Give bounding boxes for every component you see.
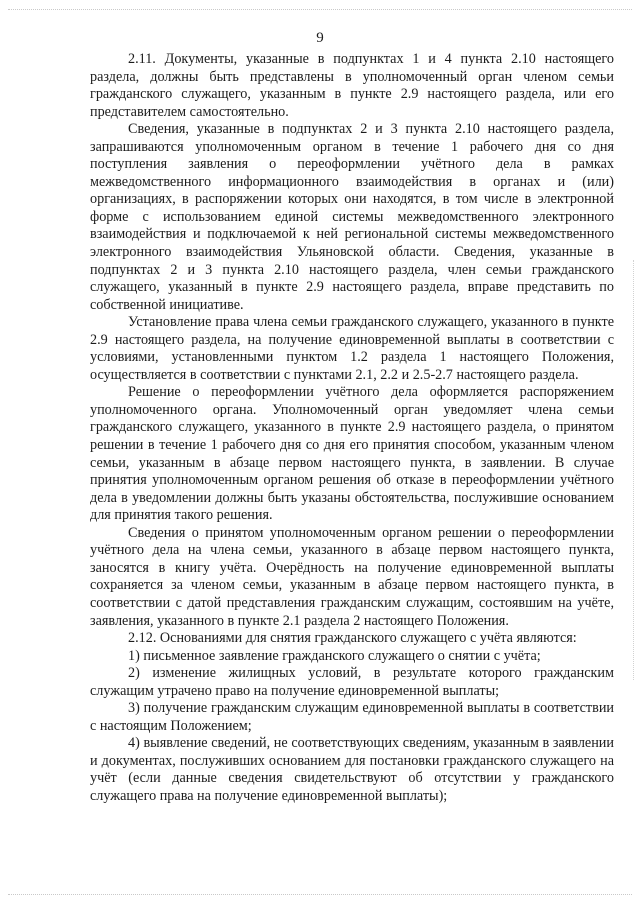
document-body: [90, 51, 614, 806]
paragraph-information-request: Сведения, указанные в подпунктах 2 и 3 пункта 2.10 настоящего раздела, запрашиваются уполномоченным органом в течение 1 рабочего дня со дня поступления заявления о переоформлении учётного дела в рамках межведомственного информационного взаимодействия в органах и (или) организациях, в распоряжении которых они находятся, в том числе в электронной форме с использованием единой системы межведомственного электронного взаимодействия и подключаемой к ней региональной системы межведомственного электронного взаимодействия Ульяновской области. Сведения, указанные в подпунктах 2 и 3 пункта 2.10 настоящего раздела, член семьи гражданского служащего, указанный в пункте 2.9 настоящего раздела, вправе представить по собственной инициативе.: [90, 121, 614, 313]
list-item-3: 3) получение гражданским служащим единовременной выплаты в соответствии с настоящим Положением;: [90, 700, 614, 734]
list-item-2: 2) изменение жилищных условий, в результате которого гражданским служащим утрачено право на получение единовременной выплаты;: [90, 665, 614, 699]
paragraph-reissue-decision: Решение о переоформлении учётного дела оформляется распоряжением уполномоченного органа. Уполномоченный орган уведомляет члена семьи гражданского служащего, указанного в пункте 2.9 настоящего раздела, о принятом решении в течение 1 рабочего дня со дня его принятия способом, указанным членом семьи, указанным в абзаце первом настоящего пункта, в заявлении. В случае принятия уполномоченным органом решения об отказе в переоформлении учётного дела в уведомлении должны быть указаны обстоятельства, послужившие основанием для принятия такого решения.: [90, 384, 614, 524]
paragraph-right-establishment: Установление права члена семьи гражданского служащего, указанного в пункте 2.9 настоящего раздела, на получение единовременной выплаты в соответствии с условиями, установленными пунктом 1.2 раздела 1 настоящего Положения, осуществляется в соответствии с пунктами 2.1, 2.2 и 2.5-2.7 настоящего раздела.: [90, 314, 614, 383]
scan-edge-top: [8, 9, 632, 10]
paragraph-2-12: 2.12. Основаниями для снятия гражданского служащего с учёта являются:: [128, 630, 577, 647]
scan-edge-right: [633, 260, 634, 680]
paragraph-registration-book: Сведения о принятом уполномоченным органом решении о переоформлении учётного дела на члена семьи, указанного в абзаце первом настоящего пункта, заносятся в книгу учёта. Очерёдность на получение единовременной выплаты сохраняется за членом семьи, указанным в абзаце первом настоящего пункта, в соответствии с датой представления гражданским служащим, состоявшим на учёте, заявления, указанного в пункте 2.1 раздела 2 настоящего Положения.: [90, 524, 614, 629]
list-item-4: 4) выявление сведений, не соответствующих сведениям, указанным в заявлении и документах, послуживших основанием для постановки гражданского служащего на учёт (если данные сведения свидетельствуют об отсутствии у гражданского служащего права на получение единовременной выплаты);: [90, 735, 614, 804]
list-item-1: 1) письменное заявление гражданского служащего о снятии с учёта;: [128, 647, 541, 664]
paragraph-2-11: 2.11. Документы, указанные в подпунктах 1 и 4 пункта 2.10 настоящего раздела, должны быть представлены в уполномоченный орган членом семьи гражданского служащего, указанным в пункте 2.9 настоящего раздела, или его представителем самостоятельно.: [90, 51, 614, 120]
scan-edge-bottom: [8, 894, 632, 895]
page-number: 9: [316, 30, 324, 46]
